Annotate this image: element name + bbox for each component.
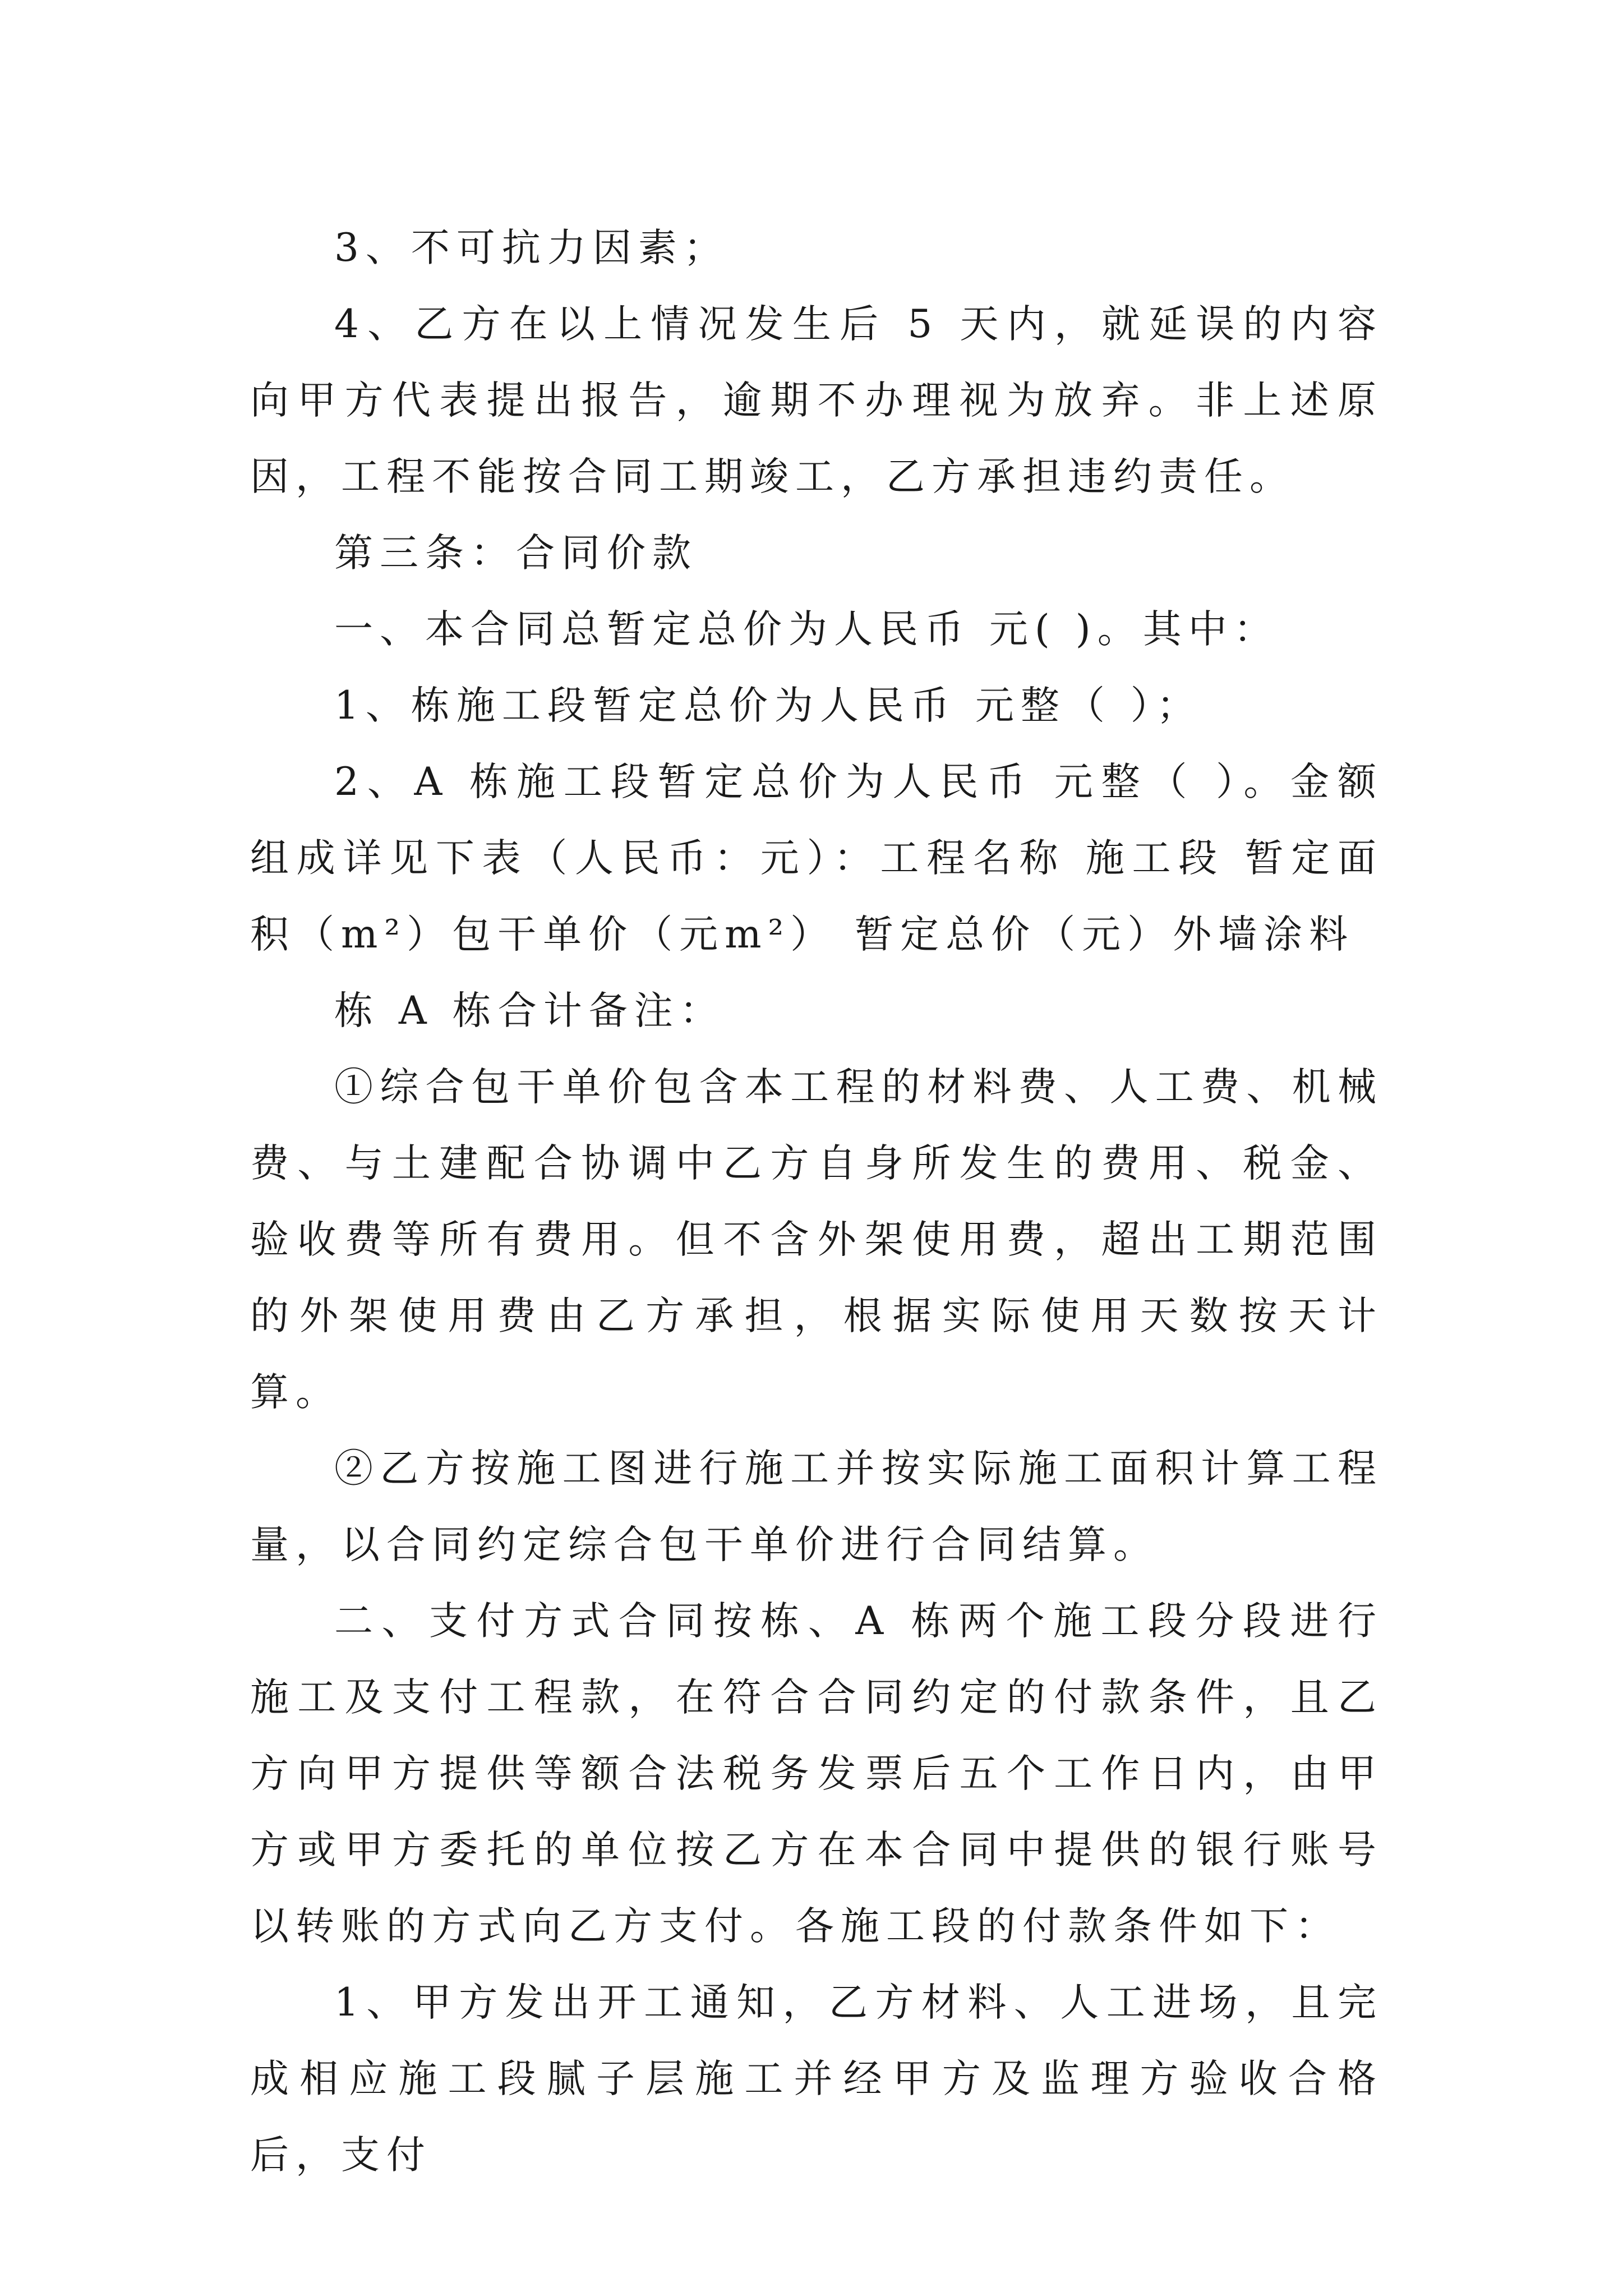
paragraph-building-price: 1、栋施工段暂定总价为人民币 元整（ ）； [334,683,1202,728]
document-body [250,210,1383,2193]
paragraph-note-2: ②乙方按施工图进行施工并按实际施工面积计算工程量，以合同约定综合包干单价进行合同结算。 [250,1446,1383,1567]
paragraph-payment-condition-1: 1、甲方发出开工通知，乙方材料、人工进场，且完成相应施工段腻子层施工并经甲方及监理方验收合格后，支付 [250,1980,1383,2178]
paragraph-total-price: 一、本合同总暂定总价为人民币 元( )。其中： [334,607,1279,652]
paragraph-delay-report: 4、乙方在以上情况发生后 5 天内，就延误的内容向甲方代表提出报告，逾期不办理视为放弃。非上述原因，工程不能按合同工期竣工，乙方承担违约责任。 [250,302,1383,499]
section-heading-contract-price: 第三条：合同价款 [334,531,698,576]
paragraph-building-a-price: 2、A 栋施工段暂定总价为人民币 元整（ ）。金额组成详见下表（人民币：元）：工程名称 施工段 暂定面积（m²）包干单价（元m²） 暂定总价（元）外墙涂料 [250,760,1383,957]
paragraph-payment-method: 二、支付方式合同按栋、A 栋两个施工段分段进行施工及支付工程款，在符合合同约定的付款条件，且乙方向甲方提供等额合法税务发票后五个工作日内，由甲方或甲方委托的单位按乙方在本合同中提供的银行账号以转账的方式向乙方支付。各施工段的付款条件如下： [250,1599,1383,1949]
paragraph-table-remarks: 栋 A 栋合计备注： [334,988,725,1033]
paragraph-note-1: ①综合包干单价包含本工程的材料费、人工费、机械费、与土建配合协调中乙方自身所发生的费用、税金、验收费等所有费用。但不含外架使用费，超出工期范围的外架使用费由乙方承担，根据实际使用天数按天计算。 [250,1065,1383,1415]
paragraph-force-majeure: 3、不可抗力因素； [334,226,729,270]
